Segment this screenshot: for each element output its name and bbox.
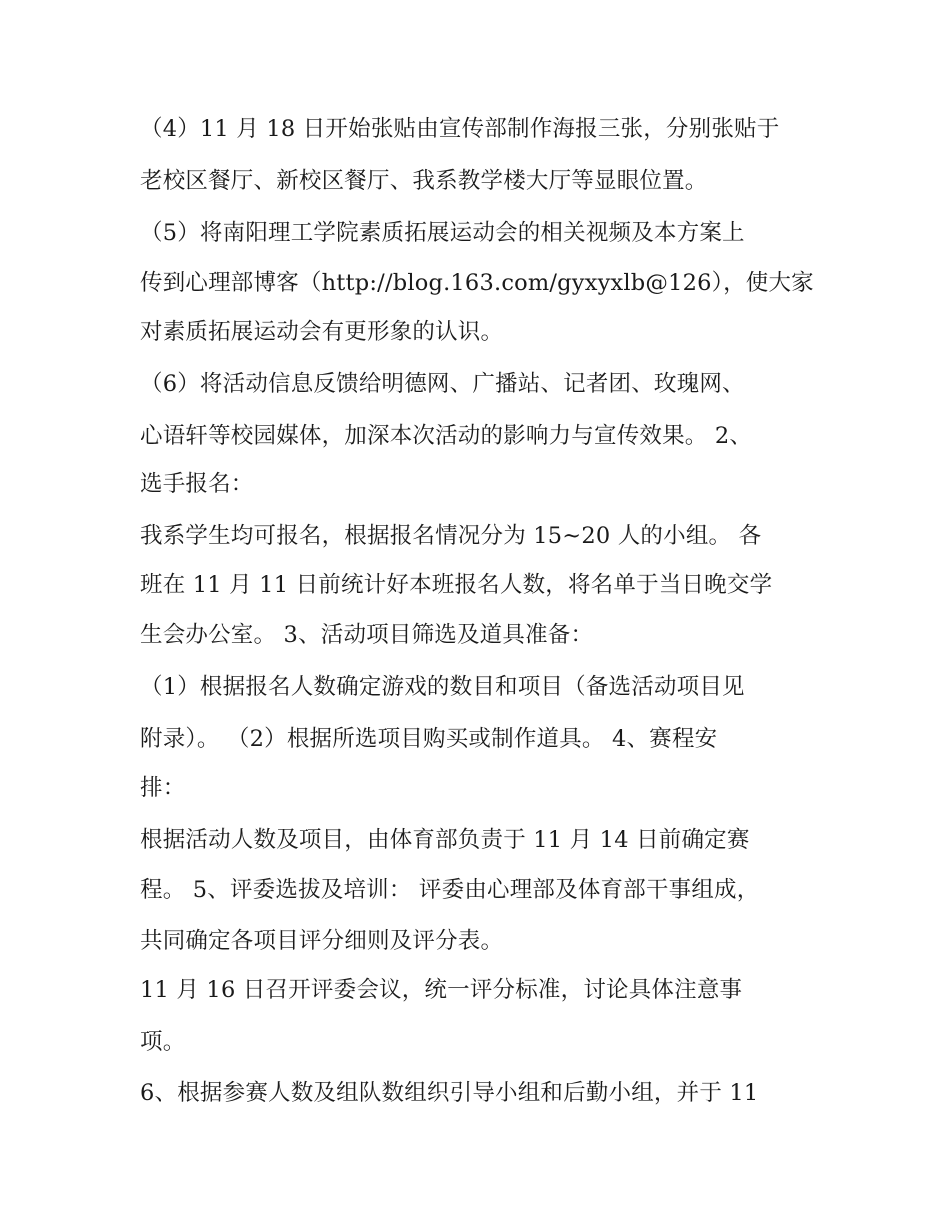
text-line: 项。 (140, 1029, 186, 1055)
text-line: 心语轩等校园媒体，加深本次活动的影响力与宣传效果。 2、 (140, 423, 753, 449)
text-line: 排： (140, 775, 186, 801)
text-line: 共同确定各项目评分细则及评分表。 (140, 928, 504, 954)
text-line: 老校区餐厅、新校区餐厅、我系教学楼大厅等显眼位置。 (140, 168, 708, 194)
text-line: （6）将活动信息反馈给明德网、广播站、记者团、玫瑰网、 (140, 371, 745, 397)
text-line: 根据活动人数及项目，由体育部负责于 11 月 14 日前确定赛 (140, 827, 750, 853)
text-line: （4）11 月 18 日开始张贴由宣传部制作海报三张，分别张贴于 (140, 116, 780, 142)
text-line: 对素质拓展运动会有更形象的认识。 (140, 319, 504, 345)
text-line: 程。 5、评委选拔及培训： 评委由心理部及体育部干事组成， (140, 877, 760, 903)
text-line: 生会办公室。 3、活动项目筛选及道具准备： (140, 622, 594, 648)
text-line: 选手报名： (140, 471, 254, 497)
text-line: 附录）。 （2）根据所选项目购买或制作道具。 4、赛程安 (140, 726, 718, 752)
text-line: 我系学生均可报名，根据报名情况分为 15~20 人的小组。 各 (140, 523, 762, 549)
text-line: 6、根据参赛人数及组队数组织引导小组和后勤小组，并于 11 (140, 1080, 759, 1106)
text-line: （1）根据报名人数确定游戏的数目和项目（备选活动项目见 (140, 674, 745, 700)
text-line: （5）将南阳理工学院素质拓展运动会的相关视频及本方案上 (140, 220, 745, 246)
text-line: 班在 11 月 11 日前统计好本班报名人数，将名单于当日晚交学 (140, 572, 773, 598)
text-line: 11 月 16 日召开评委会议，统一评分标准，讨论具体注意事 (140, 977, 743, 1003)
text-line: 传到心理部博客（http://blog.163.com/gyxyxlb@126），使大家 (140, 270, 814, 296)
